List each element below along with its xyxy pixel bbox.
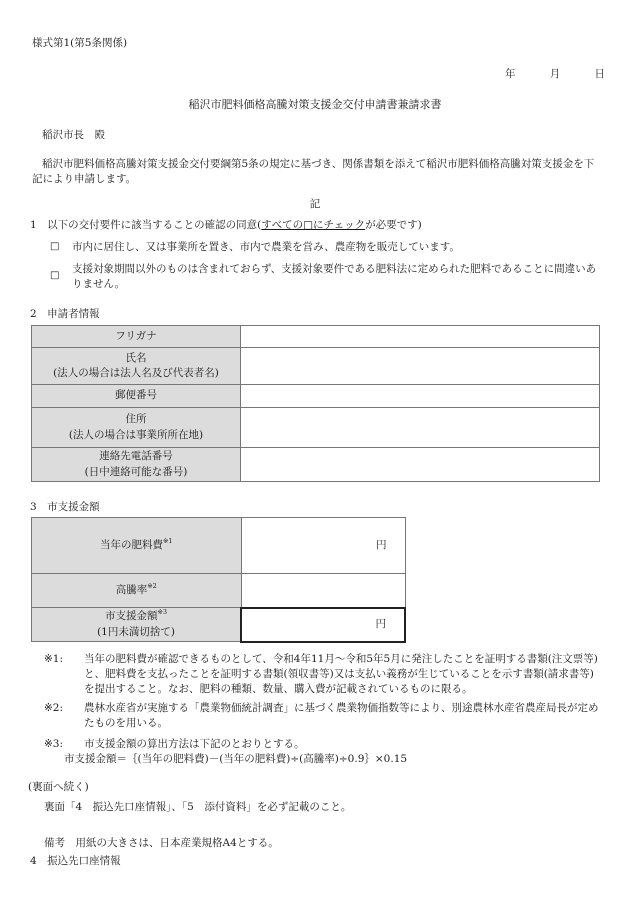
section1-heading-underlined: すべての□にチェック: [261, 219, 366, 231]
note-2: [44, 701, 604, 731]
consent-item-1: [50, 240, 602, 255]
support-amount-table: [31, 517, 406, 643]
section4-heading: 4 振込先口座情報: [30, 855, 121, 867]
label-postal-code: [32, 385, 241, 408]
consent-item-2: [50, 262, 602, 292]
label-text: 住所: [125, 413, 147, 426]
note-3: [44, 737, 604, 767]
label-subtext: (法人の場合は法人名及び代表者名): [53, 367, 219, 379]
addressee: 稲沢市長 殿: [42, 129, 105, 141]
table-row: [32, 574, 406, 608]
section3-heading: 3 市支援金額: [30, 501, 100, 513]
table-row: [32, 448, 600, 482]
date-day-label: 日: [594, 68, 605, 80]
continued-note: (裏面へ続く): [28, 781, 89, 793]
note-mark: ※1:: [44, 653, 64, 665]
label-name: [32, 348, 241, 385]
label-text: 高騰率: [115, 583, 148, 596]
yen-unit: 円: [375, 617, 386, 630]
label-fertilizer-cost: [32, 518, 242, 574]
label-text: 郵便番号: [115, 389, 157, 402]
label-increase-rate: [32, 574, 242, 608]
support-amount-field[interactable]: [241, 608, 405, 642]
section1-heading-prefix: 1 以下の交付要件に該当することの確認の同意(: [30, 219, 262, 231]
fertilizer-cost-field[interactable]: [241, 518, 405, 574]
checkbox-2[interactable]: □: [50, 270, 60, 281]
date-year-label: 年: [505, 68, 516, 80]
section1-heading: [30, 218, 422, 233]
increase-rate-field[interactable]: [241, 574, 405, 608]
label-furigana: [32, 326, 241, 348]
footnote-ref: ※3: [157, 608, 168, 617]
applicant-info-table: [31, 325, 600, 482]
label-support-amount: [32, 608, 242, 642]
label-address: [32, 408, 241, 448]
table-row: [32, 385, 600, 408]
note-text: 農林水産省が実施する「農業物価統計調査」に基づく農業物価指数等により、別途農林水産省農産局長が定めたものを用いる。: [84, 702, 599, 730]
note-text: 当年の肥料費が確認できるものとして、令和4年11月～令和5年5月に発注したことを証明する書類(注文票等)と、肥料費を支払ったことを証明する書類(領収書等)又は支払い義務が生じていることを示す書類(請求書等)を提出すること。なお、肥料の種類、数量、購入費が記載されているものに限る。: [84, 653, 598, 696]
address-field[interactable]: [241, 408, 600, 448]
name-field[interactable]: [241, 348, 600, 385]
furigana-field[interactable]: [241, 326, 600, 348]
table-row: [32, 348, 600, 385]
label-text: 当年の肥料費: [99, 538, 163, 551]
note-text: 市支援金額の算出方法は下記のとおりとする。: [84, 738, 305, 750]
label-text: 氏名: [125, 351, 147, 364]
date-line: [505, 67, 605, 82]
label-subtext: (日中連絡可能な番号): [84, 465, 188, 478]
form-number: 様式第1(第5条関係): [32, 37, 128, 49]
consent-text-1: 市内に居住し、又は事業所を置き、市内で農業を営み、農産物を販売しています。: [72, 241, 460, 253]
label-text: フリガナ: [115, 329, 157, 342]
backside-note: 裏面「4 振込先口座情報」、「5 添付資料」を必ず記載のこと。: [44, 801, 352, 813]
footnote-ref: ※2: [147, 581, 157, 590]
section1-heading-suffix: が必要です): [365, 219, 422, 231]
phone-field[interactable]: [241, 448, 600, 482]
label-subtext: (1円未満切捨て): [97, 625, 175, 638]
note-mark: ※3:: [44, 738, 64, 750]
intro-paragraph: 稲沢市肥料価格高騰対策支援金交付要綱第5条の規定に基づき、関係書類を添えて稲沢市肥料価格高騰対策支援金を下記により申請します。: [32, 158, 595, 186]
postal-code-field[interactable]: [241, 385, 600, 408]
label-phone: [32, 448, 241, 482]
label-text: 市支援金額: [104, 610, 158, 623]
document-title: 稲沢市肥料価格高騰対策支援金交付申請書兼請求書: [188, 98, 442, 111]
label-subtext: (法人の場合は事業所所在地): [68, 428, 204, 441]
table-row: [32, 518, 406, 574]
note-1: [44, 652, 604, 698]
table-row: [32, 326, 600, 348]
section2-heading: 2 申請者情報: [30, 308, 100, 320]
table-row: [32, 408, 600, 448]
remark: 備考 用紙の大きさは、日本産業規格A4とする。: [44, 837, 279, 849]
ki-marker: 記: [309, 198, 321, 210]
yen-unit: 円: [376, 538, 387, 551]
date-month-label: 月: [549, 68, 561, 80]
formula: 市支援金額＝｛(当年の肥料費)－(当年の肥料費)÷(高騰率)÷0.9｝×0.15: [64, 753, 408, 766]
note-mark: ※2:: [44, 702, 64, 714]
table-row: [32, 608, 406, 642]
checkbox-1[interactable]: □: [50, 241, 60, 252]
label-text: 連絡先電話番号: [99, 450, 173, 463]
footnote-ref: ※1: [162, 536, 173, 545]
consent-text-2: 支援対象期間以外のものは含まれておらず、支援対象要件である肥料法に定められた肥料であることに間違いありません。: [72, 263, 597, 291]
